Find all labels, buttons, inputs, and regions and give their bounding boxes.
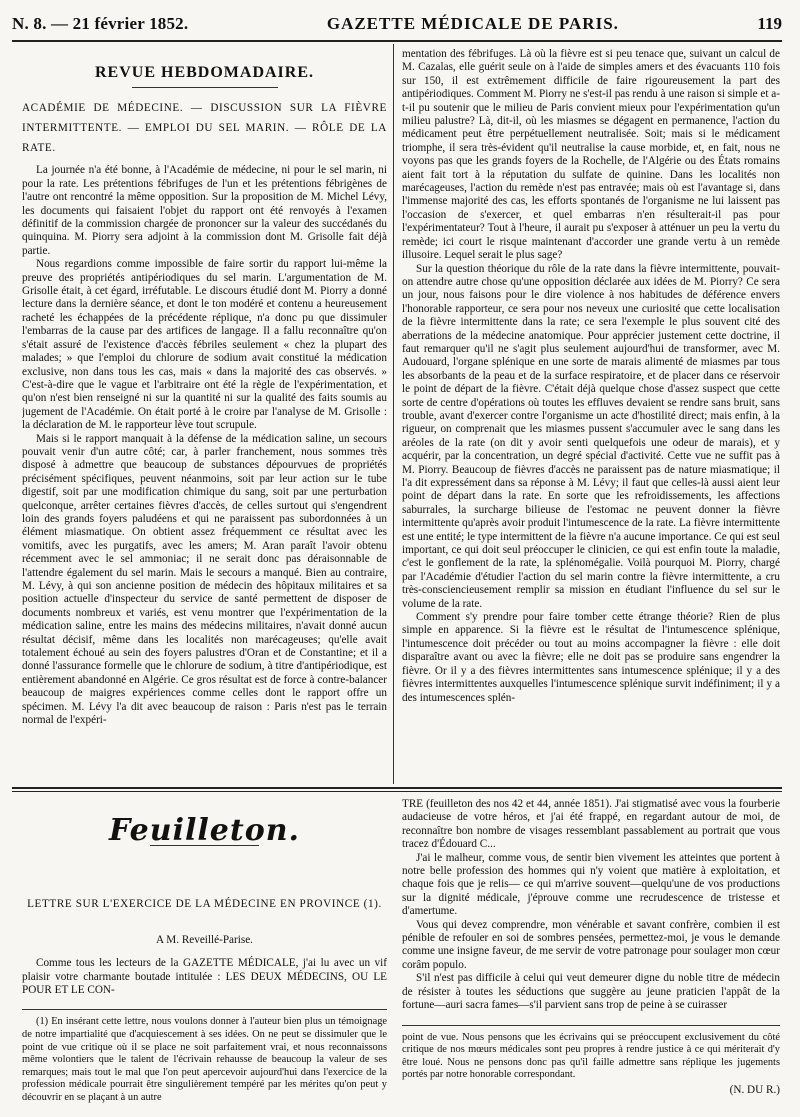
feuilleton-title: Feuilleton. (109, 813, 300, 848)
revue-subhead: ACADÉMIE DE MÉDECINE. — DISCUSSION SUR LA FIÈVRE INTERMITTENTE. — EMPLOI DU SEL MARIN. — RÔLE DE LA RATE. (22, 102, 387, 155)
revue-right-column (402, 48, 780, 780)
footnote-continuation: point de vue. Nous pensons que les écrivains qui se préoccupent exclusivement du côté critique de nos mœurs médicales sont peu propres à rendre justice à ce qui mériterait d'y être loué. Nous ne pensons donc pas qu'il faille admettre sans réplique les jugements portés par notre honorable correspondant. (402, 1031, 780, 1081)
paragraph: J'ai le malheur, comme vous, de sentir bien vivement les atteintes que portent à notre belle profession des hommes qui n'y voient que matière à exploitation, et chaque fois que je relis— ce qui m'arrive souvent—quelqu'une de vos productions sur la dignité médicale, j'éprouve comme une recrudescence de tristesse et d'amertume. (402, 851, 780, 918)
issue-date: N. 8. — 21 février 1852. (12, 14, 189, 33)
paragraph: La journée n'a été bonne, à l'Académie de médecine, ni pour le sel marin, ni pour la rate. Les prétentions fébrifuges de l'un et les prétentions fébrigènes de l'autre ont rencontré la même opposition. Sur la proposition de M. Michel Lévy, les documents qui faisaient l'objet du rapport ont été renvoyés à l'examen définitif de la commission chargée de prononcer sur la valeur des succédanés du quinquina. M. Piorry sera adjoint à la commission dont M. Grisolle fait déjà partie. (22, 164, 387, 257)
paragraph: Mais si le rapport manquait à la défense de la médication saline, un secours pouvait venir d'un autre côté; car, à parler franchement, nous sommes très disposé à admettre que beaucoup de substances dépourvues de propriétés précisément spécifiques, peuvent néanmoins, soit par leur action sur le tube digestif, soit par une modification chimique du sang, soit par une perturbation quelconque, arrêter certaines fièvres d'accès, de celles surtout qui s'engendrent loin des grands foyers paludéens et qui ne paraissent pas subordonnées à un élément miasmatique. On obtient assez fréquemment ce résultat avec les vomitifs, avec les purgatifs, avec les amers; M. Aran paraît l'avoir obtenu récemment avec le sel ammoniac; il ne serait donc pas déraisonnable de l'attendre également du sel marin. Mais le secours a manqué. Bien au contraire, M. Lévy, à qui son ancienne position de médecin des hôpitaux militaires et sa position actuelle d'inspecteur du service de santé permettent de disposer de documents nombreux et variés, est venu montrer que l'expérimentation de la médication saline, entre les mains des médecins militaires, n'avait donné aucun résultat décisif, même dans les localités non marécageuses; qu'elle avait totalement échoué au sein des foyers palustres d'Oran et de Constantine; et il a donné l'assurance formelle que le chlorure de sodium, à titre d'antipériodique, est entièrement abandonné en Algérie. Ce gros résultat est de force à contre-balancer beaucoup de maigres expériences comme celles dont le rapport offre un spécimen. M. Lévy l'a dit avec beaucoup de raison : Paris n'est pas le terrain normal de l'expéri- (22, 432, 387, 727)
paragraph: S'il n'est pas difficile à celui qui veut demeurer digne du noble titre de médecin de résister à toutes les séductions que suggère au jeune praticien l'appât de la fortune—auri sacra fames—s'il parvient sans trop de peine à se cuirasser (402, 972, 780, 1012)
paragraph: Vous qui devez comprendre, mon vénérable et savant confrère, combien il est pénible de refouler en soi de sombres pensées, permettez-moi, je vous le demande comme une insigne faveur, de me servir de votre patronage pour soulager mon cœur corâm populo. (402, 918, 780, 971)
masthead (12, 14, 782, 36)
footnote-rule (22, 1009, 387, 1010)
title-rule (132, 87, 278, 88)
revue-title: REVUE HEBDOMADAIRE. (94, 64, 314, 81)
paragraph: mentation des fébrifuges. Là où la fièvre est si peu tenace que, suivant un calcul de M. Cazalas, elle guérit seule on à l'aide de simples amers et des évacuants 110 fois sur 150, il est extrêmement difficile de faire rigoureusement la part des antipériodiques. Comment M. Piorry ne s'est-il pas rendu à une raison si simple et a-t-il pu soutenir que le milieu de Paris convient mieux pour l'expérimentation qu'un milieu palustre? Là, dit-il, où les miasmes se dégagent en permanence, l'action du médicament peut être perpétuellement neutralisée. Soit; mais si le médicament triomphe, il sera très-évident qu'il neutralise la cause morbide, et, en fait, nous ne voyons pas que les grands foyers de la Rochelle, de l'Algérie ou des États romains aient fait tort à la réputation du sulfate de quinine. Dans les localités non marécageuses, l'action du remède n'est pas entravée; mais où est l'avantage si, dans l'immense majorité des cas, les efforts spontanés de l'organisme ne lui laissent pas l'occasion de s'exercer, et quel embarras n'en résulterait-il pas pour l'expérimentateur? Tout à l'heure, il aurait pu s'exposer à atténuer un peu la vertu du remède; ici court le risque maintenant d'accorder une grande vertu à un remède illusoire. Lequel serait le plus sage? (402, 48, 780, 262)
column-divider (393, 44, 394, 784)
paragraph: Sur la question théorique du rôle de la rate dans la fièvre intermittente, pouvait-on attendre autre chose qu'une opposition déclarée aux idées de M. Piorry? Ce sera un jour, nous faisons pour le dire violence à nos habitudes de déférence envers l'honorable rapporteur, ce sera pour nos neveux une curiosité que cette localisation de la fièvre intermittente dans la rate; ce sera l'exemple le plus souvent cité des aberrations de la médecine anatomique. Pour apprécier justement cette doctrine, il faut remarquer qu'il ne s'agit plus seulement aujourd'hui de transformer, avec M. Audouard, l'organe splénique en une sorte de marais alimenté de miasmes par tous les absorbants de la peau et de la surface respiratoire, et de placer dans ce réservoir le point de départ de la fièvre. C'était déjà quelque chose d'assez suspect que cette sorte de centre d'opérations où toutes les effluves devaient se rendre sans bruit, sans trouble, avant d'exercer contre l'organisme un acte d'hostilité direct; mais enfin, à la rigueur, on comprenait que les miasmes pussent s'accumuler avec le sang dans les aréoles de la rate (on dit y avoir senti quelquefois une odeur de marais), et y acquérir, par la concentration, un degré spécial d'activité. Cette vue ne suffit pas à M. Piorry. Beaucoup de fièvres d'accès ne paraissent pas de nature miasmatique; il l'a dit expressément dans sa réponse à M. Lévy; il faut que celles-là aussi aient leur point de départ dans la rate. En sorte que les refroidissements, les affections saburrales, la surcharge bilieuse de l'estomac ne peuvent donner la fièvre intermittente qu'après avoir produit l'intumescence de la rate. La fièvre intermittente est une entité; le type intermittent de la fièvre n'a aucune importance. Ce qui est seul important, ce qui doit seul préoccuper le clinicien, ce qui est enfin toute la maladie, c'est le gonflement de la rate, la splénomégalie. Voilà pourquoi M. Piorry, chargé par l'Académie d'étudier l'action du sel marin contre la fièvre intermittente, a cru très-consciencieusement remplir sa mission en étudiant l'influence du sel sur le volume de la rate. (402, 262, 780, 610)
feuilleton-right-column (402, 798, 780, 1110)
paragraph: TRE (feuilleton des nos 42 et 44, année 1851). J'ai stigmatisé avec vous la fourberie audacieuse de votre héros, et j'ai été frappé, en regardant autour de moi, de reconnaître bon nombre de visages ressemblant passablement au portrait que vous tracez d'Édouard C... (402, 798, 780, 851)
paragraph: Nous regardions comme impossible de faire sortir du rapport lui-même la preuve des propriétés antipériodiques du sel marin. L'argumentation de M. Grisolle était, à cet égard, irréfutable. Le discours étudié dont M. Piorry a donné lecture dans la dernière séance, et dont le ton modéré et contenu a heureusement racheté les échappées de la précédente réplique, n'a donc pu que dissimuler l'embarras de la cause par des artifices de langage. Il a fallu reconnaître qu'on s'était assuré de l'existence d'accès fébriles seulement « chez la plupart des malades; » que l'emploi du chlorure de sodium avait constitué la médication exclusive, non dans tous les cas, mais « dans la majorité des cas observés. » C'est-à-dire que le vague et l'arbitraire ont été la règle de l'expérimentation, et qu'on n'est bien renseigné ni sur la quantité ni sur la qualité des faits soumis au jugement de l'Académie. On était porté à le croire par l'analyse de M. Grisolle : la déclaration de M. le rapporteur lève tout scrupule. (22, 258, 387, 432)
feuilleton-rule-thin (12, 791, 782, 792)
letter-heading: LETTRE SUR L'EXERCICE DE LA MÉDECINE EN PROVINCE (1). (27, 898, 382, 911)
paragraph: Comme tous les lecteurs de la GAZETTE MÉDICALE, j'ai lu avec un vif plaisir votre charmante boutade intitulée : LES DEUX MÉDECINS, OU LE POUR ET LE CON- (22, 957, 387, 997)
footnote: (1) En insérant cette lettre, nous voulons donner à l'auteur bien plus un témoignage de notre impartialité que d'acquiescement à ses idées. On ne peut se dissimuler que le point de vue critique où il se place ne soit parfaitement vrai, et nous reconnaissons même volontiers que le talent de l'écrivain rehausse de beaucoup la valeur de ses remarques; mais tout le mal que l'on peut apercevoir aujourd'hui dans l'exercice de la profession médicale pourrait être singulièrement tempéré par les mérites qu'on peut y découvrir en se plaçant à un autre (22, 1016, 387, 1103)
feuilleton-left-column (22, 798, 387, 1108)
editor-signature: (N. DU R.) (729, 1083, 780, 1096)
journal-title: GAZETTE MÉDICALE DE PARIS. (326, 14, 619, 33)
header-rule (12, 40, 782, 42)
revue-left-column (22, 48, 387, 778)
paragraph: Comment s'y prendre pour faire tomber cette étrange théorie? Rien de plus simple en apparence. Si la fièvre est le résultat de l'intumescence splénique, l'intumescence doit précéder ou tout au moins accompagner la fièvre : elle doit disparaître avant ou avec la fièvre; elle ne doit pas se produire sans engendrer la fièvre. Or il y a des fièvres intermittentes sans intumescence splénique; il y a des fièvres intermittentes auxquelles l'intumescence splénique survit indéfiniment; il y a des intumescences splén- (402, 611, 780, 704)
feuilleton-rule (12, 787, 782, 789)
footnote-rule (402, 1025, 780, 1026)
page-number: 119 (757, 14, 782, 33)
addressee: A M. Reveillé-Parise. (156, 933, 253, 946)
